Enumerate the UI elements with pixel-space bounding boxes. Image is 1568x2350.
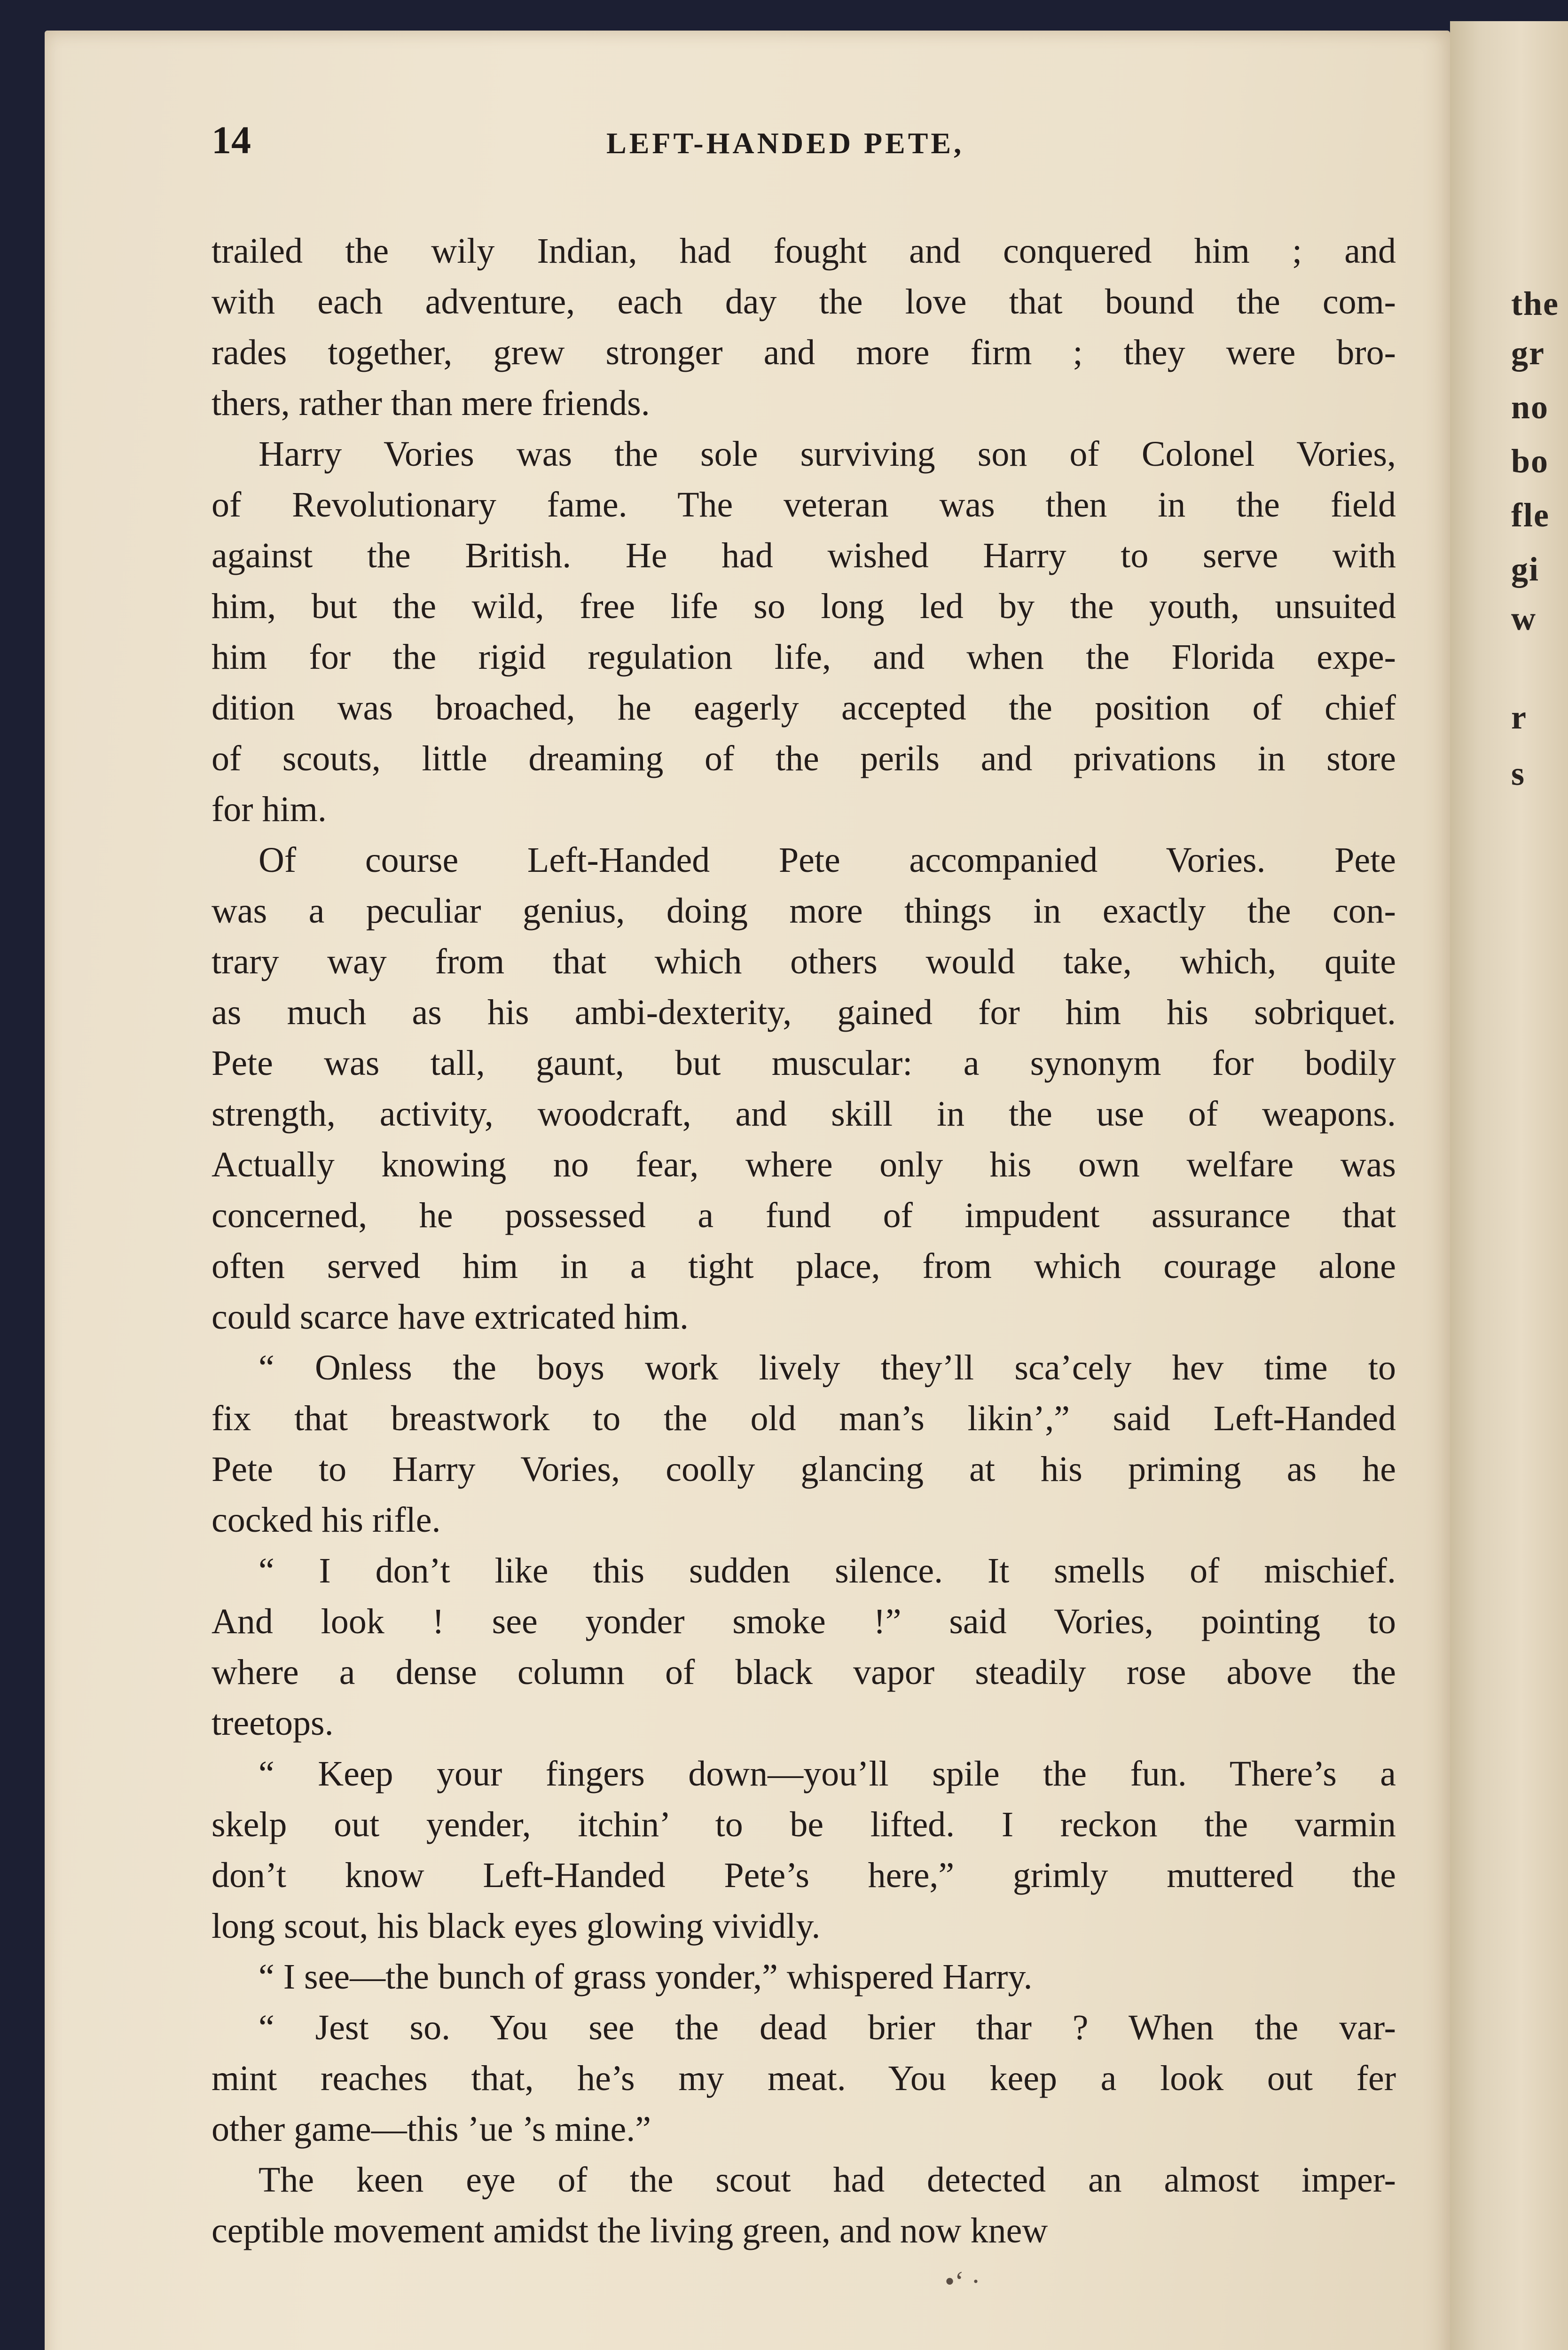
text-line: And look ! see yonder smoke !” said Vories, pointing to [212,1602,1396,1641]
text-line: “ I don’t like this sudden silence. It smells of mischief. [259,1551,1396,1590]
paragraph [212,2154,1396,2256]
text-line: of scouts, little dreaming of the perils and privations in store [212,739,1396,778]
text-line: fix that breastwork to the old man’s likin’,” said Left-Handed [212,1399,1396,1438]
text-line: “ I see—the bunch of grass yonder,” whispered Harry. [259,1957,1033,1997]
text-line: “ Jest so. You see the dead brier thar ? When the var- [259,2008,1396,2047]
running-header [212,118,1396,174]
paragraph [212,1342,1396,1545]
text-line: mint reaches that, he’s my meat. You keep a look out fer [212,2059,1396,2098]
facing-page-fragment: w [1511,600,1537,637]
text-line: strength, activity, woodcraft, and skill in the use of weapons. [212,1094,1396,1134]
text-line: for him. [212,790,327,829]
text-line: trailed the wily Indian, had fought and conquered him ; and [212,231,1396,271]
text-line: could scarce have extricated him. [212,1297,689,1337]
text-line: thers, rather than mere friends. [212,384,650,423]
facing-page-fragment: s [1511,755,1526,792]
text-line: Pete to Harry Vories, coolly glancing at his priming as he [212,1449,1396,1489]
text-line: skelp out yender, itchin’ to be lifted. I reckon the varmin [212,1805,1396,1844]
text-line: long scout, his black eyes glowing vividly. [212,1906,821,1946]
text-line: treetops. [212,1703,334,1743]
text-line: often served him in a tight place, from which courage alone [212,1246,1396,1286]
text-line: of Revolutionary fame. The veteran was then in the field [212,485,1396,525]
facing-page-fragment: no [1511,388,1549,426]
facing-page-fragment: bo [1511,442,1549,480]
text-line: where a dense column of black vapor steadily rose above the [212,1653,1396,1692]
text-line: don’t know Left-Handed Pete’s here,” grimly muttered the [212,1856,1396,1895]
running-title: LEFT-HANDED PETE, [606,126,964,160]
paragraph [212,226,1396,429]
text-line: him, but the wild, free life so long led by the youth, unsuited [212,587,1396,626]
text-line: against the British. He had wished Harry to serve with [212,536,1396,575]
text-line: “ Keep your fingers down—you’ll spile the fun. There’s a [259,1754,1396,1794]
text-line: as much as his ambi-dexterity, gained for him his sobriquet. [212,993,1396,1032]
text-line: trary way from that which others would take, which, quite [212,942,1396,981]
text-line: Pete was tall, gaunt, but muscular: a synonym for bodily [212,1043,1396,1083]
facing-page-edge [1450,21,1568,2350]
text-line: Of course Left-Handed Pete accompanied Vories. Pete [259,840,1396,880]
page-number: 14 [212,118,251,162]
facing-page-fragment: the [1511,285,1559,322]
facing-page-fragment: gr [1511,334,1545,372]
text-line: other game—this ’ue ’s mine.” [212,2109,651,2149]
text-line: “ Onless the boys work lively they’ll sca’cely hev time to [259,1348,1396,1387]
text-line: rades together, grew stronger and more firm ; they were bro- [212,333,1396,372]
facing-page-fragment: fle [1511,496,1550,534]
page-ornament: •‘ · [945,2266,980,2297]
text-line: him for the rigid regulation life, and when the Florida expe- [212,637,1396,677]
paragraph [212,1545,1396,1748]
text-line: Harry Vories was the sole surviving son of Colonel Vories, [259,434,1396,474]
paragraph [212,2002,1396,2154]
text-line: cocked his rifle. [212,1500,441,1540]
text-line: dition was broached, he eagerly accepted the position of chief [212,688,1396,728]
text-line: The keen eye of the scout had detected an almost imper- [259,2160,1396,2200]
text-line: was a peculiar genius, doing more things in exactly the con- [212,891,1396,931]
text-line: Actually knowing no fear, where only his own welfare was [212,1145,1396,1184]
body-text [212,226,1396,2256]
paragraph [212,835,1396,1342]
text-line: ceptible movement amidst the living green, and now knew [212,2211,1048,2250]
paragraph [212,1748,1396,1951]
paragraph [212,429,1396,835]
facing-page-fragment: gi [1511,550,1540,588]
text-line: concerned, he possessed a fund of impudent assurance that [212,1196,1396,1235]
text-line: with each adventure, each day the love that bound the com- [212,282,1396,321]
paragraph [212,1951,1396,2002]
facing-page-fragment: r [1511,698,1527,736]
